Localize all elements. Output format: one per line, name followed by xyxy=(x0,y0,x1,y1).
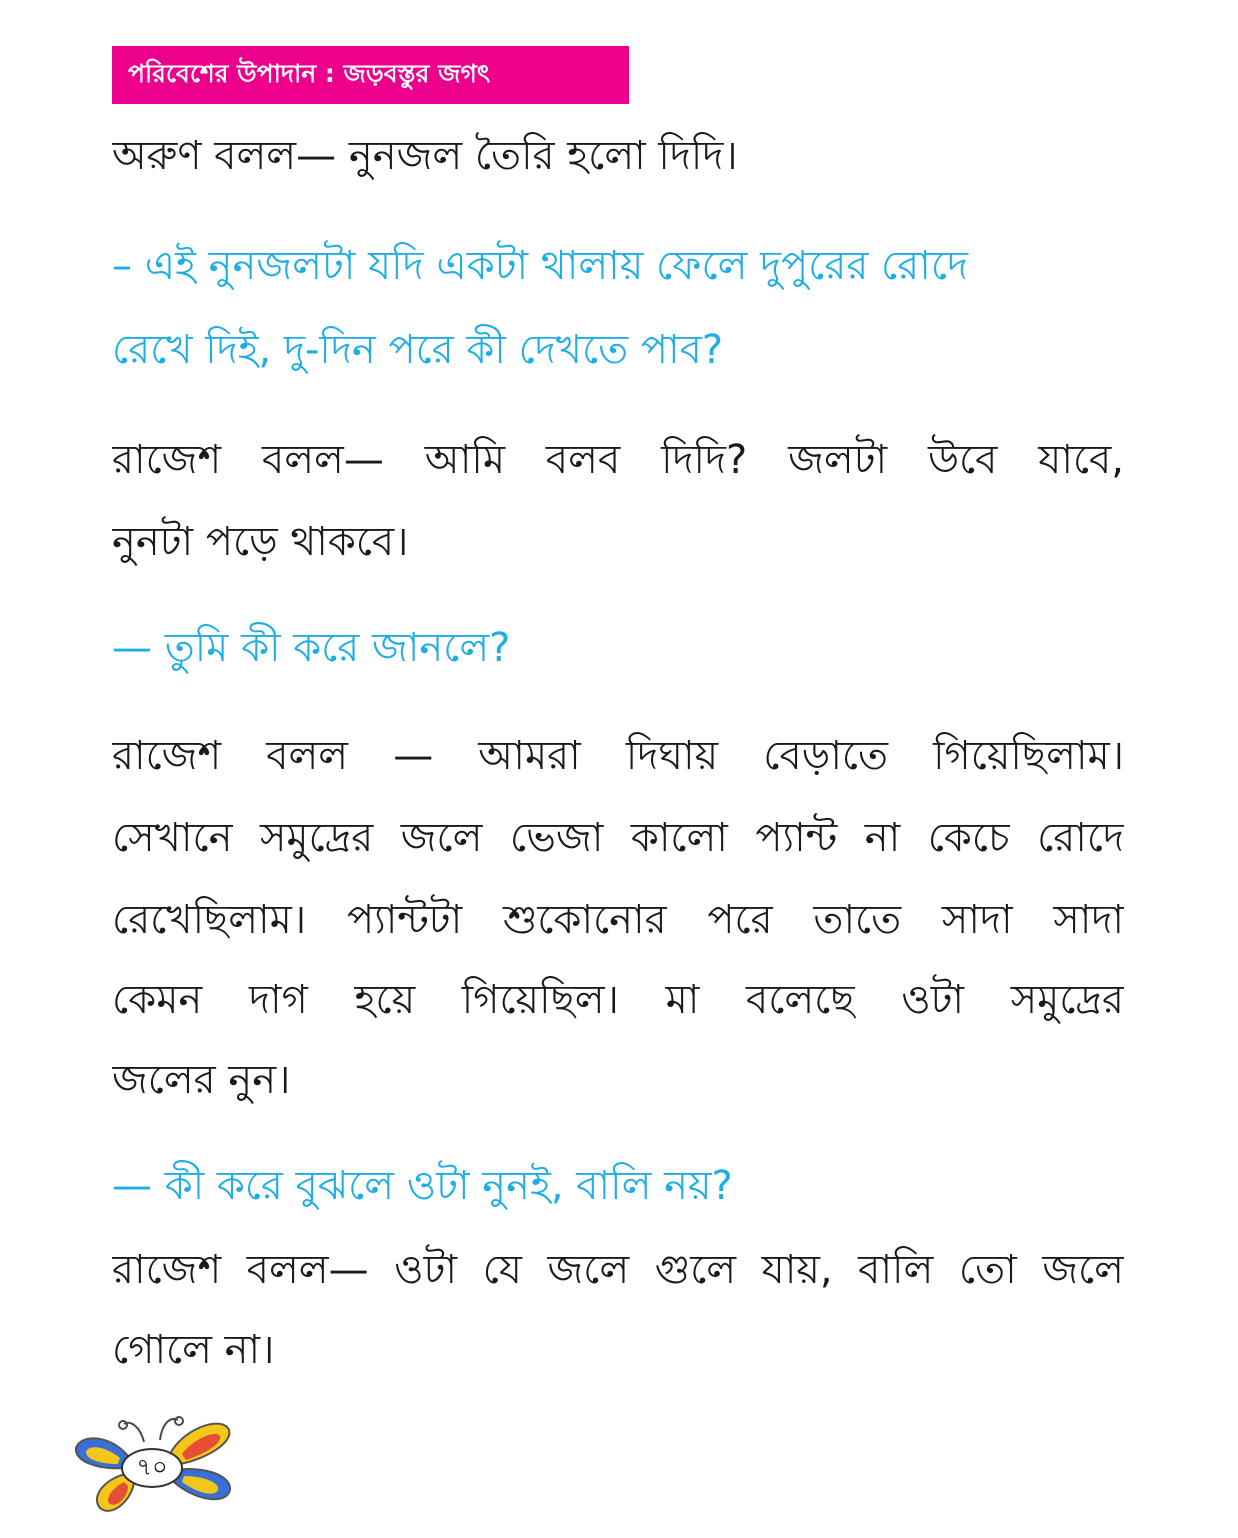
chapter-header-title: পরিবেশের উপাদান : জড়বস্তুর জগৎ xyxy=(128,58,491,88)
page-number: ৭০ xyxy=(136,1453,168,1481)
text-line-5: সেখানে সমুদ্রের জলে ভেজা কালো প্যান্ট না কেচে রোদে xyxy=(112,815,1124,861)
question-line-1: – এই নুনজলটা যদি একটা থালায় ফেলে দুপুরের রোদে xyxy=(112,243,968,289)
text-line-7: কেমন দাগ হয়ে গিয়েছিল। মা বলেছে ওটা সমুদ্রের xyxy=(112,977,1124,1023)
text-line-1: অরুণ বলল— নুনজল তৈরি হলো দিদি। xyxy=(112,133,738,179)
text-line-8: জলের নুন। xyxy=(112,1057,291,1103)
text-line-9: রাজেশ বলল— ওটা যে জলে গুলে যায়, বালি তো জলে xyxy=(112,1247,1124,1293)
text-line-6: রেখেছিলাম। প্যান্টটা শুকোনোর পরে তাতে সাদা সাদা xyxy=(112,897,1124,943)
question-line-2: রেখে দিই, দু-দিন পরে কী দেখতে পাব? xyxy=(112,327,724,373)
text-line-4: রাজেশ বলল — আমরা দিঘায় বেড়াতে গিয়েছিলাম। xyxy=(112,733,1124,779)
question-line-3: — তুমি কী করে জানলে? xyxy=(112,625,511,671)
text-line-2: রাজেশ বলল— আমি বলব দিদি? জলটা উবে যাবে, xyxy=(112,437,1124,483)
question-line-4: — কী করে বুঝলে ওটা নুনই, বালি নয়? xyxy=(112,1163,733,1209)
text-line-3: নুনটা পড়ে থাকবে। xyxy=(112,519,409,565)
chapter-header-banner xyxy=(112,46,629,104)
text-line-10: গোলে না। xyxy=(112,1327,275,1373)
page-number-badge xyxy=(70,1408,245,1518)
